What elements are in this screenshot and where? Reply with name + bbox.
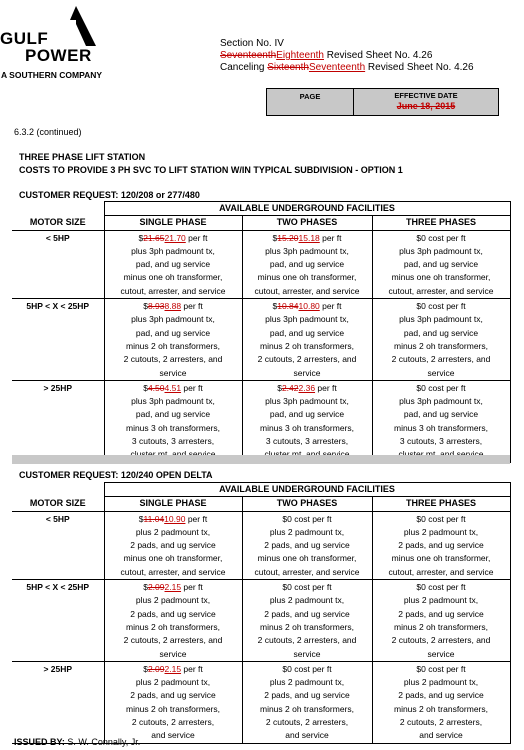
page-cell [267,89,354,115]
cost-prefix: $ [143,582,148,593]
cost-detail-line: 2 pads, and ug service [264,540,350,551]
cost-detail-line: plus 3ph padmount tx, [265,245,349,256]
single-phase-cell [104,230,242,298]
cost-detail-line: minus 2 oh transformers, [125,340,220,351]
cost-detail-line: pad, and ug service [269,327,345,338]
cost-table-2 [12,482,511,744]
cost-per-ft: $0 cost per ft [416,382,466,393]
section-number: Section No. IV [220,38,284,49]
cost-per-ft [105,581,242,594]
cost-detail-line: minus one oh transformer, [257,272,357,283]
table1-request: CUSTOMER REQUEST: 120/208 or 277/480 [19,190,200,200]
single-phase-cell [104,661,242,743]
cost-detail-line: plus 2 padmount tx, [269,677,345,688]
cost-detail-line: minus one oh transformer, [257,553,357,564]
cost-detail-line: plus 3ph padmount tx, [131,396,215,407]
cost-prefix: $ [143,301,148,312]
cost-text [105,299,242,380]
cost-detail-line: 3 cutouts, 3 arresters, [399,436,483,447]
three-phase-cell [372,511,510,579]
table-row [12,661,510,743]
cost-detail-line: plus 3ph padmount tx, [131,245,215,256]
cost-detail-line: minus 2 oh transformers, [393,703,488,714]
cost-detail-line: minus 2 oh transformers, [393,340,488,351]
cost-old: 2.09 [147,582,165,593]
cost-per-ft [105,232,242,245]
cost-suffix: per ft [181,663,203,674]
cost-detail-line: minus 2 oh transformers, [393,621,488,632]
cost-per-ft: $0 cost per ft [416,582,466,593]
two-phase-cell [242,380,372,462]
cost-new: 10.90 [164,513,186,524]
sheet-rest: Revised Sheet No. 4.26 [324,50,433,61]
table-row [12,380,510,462]
cost-detail-line: and service [151,730,195,741]
cost-text [243,231,372,298]
single-phase-cell [104,580,242,662]
cost-suffix: per ft [315,382,337,393]
cost-detail-line: cutout, arrester, and service [120,566,226,577]
cost-detail-line: plus 2 padmount tx, [403,526,479,537]
cancel-struck: Sixteenth [267,62,309,73]
cost-suffix: per ft [185,232,208,243]
cost-per-ft [105,300,242,313]
cost-text [373,662,510,743]
cost-text [243,512,372,579]
cost-prefix: $ [138,513,144,524]
motor-size-label: < 5HP [45,513,70,524]
cost-per-ft [105,663,242,676]
two-phase-cell [242,580,372,662]
title-2: COSTS TO PROVIDE 3 PH SVC TO LIFT STATION W/IN TYPICAL SUBDIVISION - OPTION 1 [19,165,403,175]
issued-by-label: ISSUED BY: [14,737,65,747]
cost-old: 2.09 [147,663,165,674]
motor-size-label: > 25HP [43,382,73,393]
cost-suffix: per ft [185,513,208,524]
cost-new: 21.70 [164,232,186,243]
cost-detail-line: plus 2 padmount tx, [135,595,211,606]
effective-date-cell [354,89,498,115]
cost-detail-line: service [427,648,455,659]
cost-detail-line: and service [419,730,463,741]
cost-text [373,231,510,298]
three-phase-cell [372,661,510,743]
cost-old: 10.84 [277,301,299,312]
cost-text [105,381,242,462]
cost-detail-line: pad, and ug service [403,327,479,338]
facilities-header: AVAILABLE UNDERGROUND FACILITIES [104,202,510,216]
cost-detail-line: service [159,367,187,378]
two-phases-header: TWO PHASES [242,497,372,511]
cost-detail-line: plus 2 padmount tx, [403,595,479,606]
facilities-header: AVAILABLE UNDERGROUND FACILITIES [104,483,510,497]
cost-suffix: per ft [181,382,203,393]
revised-sheet-line [220,50,432,61]
cost-detail-line: minus 3 oh transformers, [393,422,488,433]
cost-detail-line: service [159,648,187,659]
single-phase-header: SINGLE PHASE [104,497,242,511]
cost-detail-line: plus 3ph padmount tx, [399,396,483,407]
canceling-prefix: Canceling [220,62,268,73]
issued-by [14,737,140,747]
cost-detail-line: minus 3 oh transformers, [125,422,220,433]
cost-detail-line: and service [285,730,329,741]
cost-text [105,512,242,579]
blank-header [12,202,104,216]
table-row [12,299,510,381]
table2-request: CUSTOMER REQUEST: 120/240 OPEN DELTA [19,470,213,480]
single-phase-cell [104,511,242,579]
cost-detail-line: pad, and ug service [135,409,211,420]
cost-old: 21.65 [143,232,165,243]
cost-detail-line: minus 2 oh transformers, [259,340,354,351]
cost-detail-line: 2 cutouts, 2 arresters, and [257,354,357,365]
blank-header [12,483,104,497]
cost-detail-line: plus 3ph padmount tx, [265,314,349,325]
cost-table-1 [12,201,511,463]
cost-detail-line: pad, and ug service [403,259,479,270]
title-1: THREE PHASE LIFT STATION [19,152,146,162]
cost-detail-line: cutout, arrester, and service [388,285,494,296]
cancel-rest: Revised Sheet No. 4.26 [365,62,474,73]
cost-per-ft: $0 cost per ft [282,663,332,674]
cost-detail-line: service [293,648,321,659]
cost-detail-line: 2 cutouts, 2 arresters, [265,717,349,728]
table-row [12,580,510,662]
cost-detail-line: minus one oh transformer, [391,553,491,564]
two-phase-cell [242,230,372,298]
cost-suffix: per ft [181,582,203,593]
motor-size-cell [12,661,104,743]
cost-prefix: $ [277,382,282,393]
cost-detail-line: minus 3 oh transformers, [259,422,354,433]
table-row [12,511,510,579]
cost-new: 15.18 [298,232,320,243]
cost-text [373,299,510,380]
cost-detail-line: 2 cutouts, 2 arresters, and [257,635,357,646]
cost-detail-line: cutout, arrester, and service [254,566,360,577]
cost-detail-line: plus 2 padmount tx, [403,677,479,688]
cost-detail-line: 2 cutouts, 2 arresters, [399,717,483,728]
cost-detail-line: pad, and ug service [403,409,479,420]
cost-detail-line: 2 cutouts, 2 arresters, and [391,635,491,646]
cost-new: 2.15 [164,582,182,593]
cost-detail-line: plus 3ph padmount tx, [131,314,215,325]
cost-per-ft [105,513,242,526]
cost-detail-line: minus one oh transformer, [391,272,491,283]
cost-text [373,512,510,579]
cost-per-ft: $0 cost per ft [282,513,332,524]
cost-detail-line: minus 2 oh transformers, [125,621,220,632]
motor-size-label: 5HP < X < 25HP [26,582,90,593]
cost-detail-line: 3 cutouts, 3 arresters, [131,436,215,447]
cost-old: 4.50 [147,382,165,393]
three-phase-cell [372,380,510,462]
cost-detail-line: minus one oh transformer, [123,272,223,283]
two-phase-cell [242,661,372,743]
page-label: PAGE [299,92,321,101]
cost-text [243,299,372,380]
cost-prefix: $ [272,301,278,312]
page-effective-box [266,88,499,116]
cancel-new: Seventeenth [308,62,366,73]
single-phase-cell [104,380,242,462]
cost-detail-line: minus one oh transformer, [123,553,223,564]
cost-text [243,381,372,462]
effective-date-label: EFFECTIVE DATE [394,91,458,100]
cost-detail-line: 2 cutouts, 2 arresters, and [391,354,491,365]
cost-detail-line: 2 pads, and ug service [398,540,484,551]
motor-size-label: 5HP < X < 25HP [26,301,90,312]
cost-detail-line: cutout, arrester, and service [254,285,360,296]
cost-text [243,662,372,743]
cost-per-ft [243,382,372,395]
cost-per-ft: $0 cost per ft [416,232,466,243]
gulf-power-logo [0,4,120,82]
cost-per-ft [243,232,372,245]
logo-mark-icon [58,4,98,48]
three-phase-cell [372,299,510,381]
cost-detail-line: 2 pads, and ug service [130,608,216,619]
cost-old: 2.42 [281,382,299,393]
two-phase-cell [242,299,372,381]
cost-new: 2.15 [164,663,182,674]
cost-per-ft: $0 cost per ft [282,582,332,593]
effective-date-value: June 18, 2015 [396,101,456,111]
cost-detail-line: plus 2 padmount tx, [135,677,211,688]
motor-size-cell [12,230,104,298]
cost-new: 8.88 [164,301,182,312]
cost-text [105,662,242,743]
cost-old: 15.20 [277,232,299,243]
two-phases-header: TWO PHASES [242,216,372,230]
cost-detail-line: 2 cutouts, 2 arresters, and [123,354,223,365]
logo-line2: POWER [25,46,92,65]
cost-detail-line: 2 pads, and ug service [130,690,216,701]
logo-line3: A SOUTHERN COMPANY [1,70,103,80]
cost-detail-line: plus 3ph padmount tx, [399,314,483,325]
three-phases-header: THREE PHASES [372,497,510,511]
cost-text [105,231,242,298]
single-phase-header: SINGLE PHASE [104,216,242,230]
cost-detail-line: 2 cutouts, 2 arresters, [131,717,215,728]
cost-detail-line: 2 pads, and ug service [264,608,350,619]
sheet-new: Eighteenth [276,50,324,61]
three-phase-cell [372,580,510,662]
motor-size-header: MOTOR SIZE [12,216,104,230]
cost-old: 11.04 [143,513,165,524]
cost-detail-line: service [427,367,455,378]
cost-detail-line: pad, and ug service [269,409,345,420]
cost-text [105,580,242,661]
cost-detail-line: 2 cutouts, 2 arresters, and [123,635,223,646]
cost-old: 8.93 [147,301,165,312]
cost-prefix: $ [272,232,278,243]
cost-prefix: $ [143,382,148,393]
section-separator-band [12,455,510,464]
cost-new: 2.36 [298,382,316,393]
three-phases-header: THREE PHASES [372,216,510,230]
sheet-struck: Seventeenth [220,50,277,61]
canceling-line [220,62,474,73]
cost-detail-line: plus 2 padmount tx, [269,595,345,606]
cost-detail-line: plus 2 padmount tx, [135,526,211,537]
cost-detail-line: 2 pads, and ug service [264,690,350,701]
cost-text [373,580,510,661]
two-phase-cell [242,511,372,579]
cost-detail-line: 2 pads, and ug service [398,608,484,619]
cost-detail-line: minus 2 oh transformers, [259,703,354,714]
cost-per-ft: $0 cost per ft [416,301,466,312]
cost-detail-line: 2 pads, and ug service [130,540,216,551]
cost-new: 4.51 [164,382,182,393]
cost-per-ft: $0 cost per ft [416,513,466,524]
section-ref: 6.3.2 (continued) [14,127,82,137]
cost-detail-line: 3 cutouts, 3 arresters, [265,436,349,447]
motor-size-cell [12,511,104,579]
cost-suffix: per ft [181,301,203,312]
motor-size-header: MOTOR SIZE [12,497,104,511]
three-phase-cell [372,230,510,298]
motor-size-label: > 25HP [43,663,73,674]
cost-detail-line: pad, and ug service [135,327,211,338]
cost-detail-line: pad, and ug service [269,259,345,270]
cost-text [243,580,372,661]
cost-text [373,381,510,462]
cost-detail-line: cutout, arrester, and service [120,285,226,296]
issued-by-name: S. W. Connally, Jr. [67,737,141,747]
cost-detail-line: cutout, arrester, and service [388,566,494,577]
cost-suffix: per ft [319,301,342,312]
single-phase-cell [104,299,242,381]
motor-size-label: < 5HP [45,232,70,243]
cost-per-ft: $0 cost per ft [416,663,466,674]
cost-detail-line: minus 2 oh transformers, [259,621,354,632]
cost-per-ft [105,382,242,395]
cost-detail-line: 2 pads, and ug service [398,690,484,701]
cost-detail-line: plus 3ph padmount tx, [399,245,483,256]
cost-detail-line: service [293,367,321,378]
motor-size-cell [12,580,104,662]
cost-detail-line: plus 2 padmount tx, [269,526,345,537]
cost-per-ft [243,300,372,313]
cost-detail-line: minus 2 oh transformers, [125,703,220,714]
motor-size-cell [12,380,104,462]
cost-new: 10.80 [298,301,320,312]
cost-detail-line: plus 3ph padmount tx, [265,396,349,407]
cost-detail-line: pad, and ug service [135,259,211,270]
cost-suffix: per ft [319,232,342,243]
cost-prefix: $ [138,232,144,243]
motor-size-cell [12,299,104,381]
cost-prefix: $ [143,663,148,674]
table-row [12,230,510,298]
logo-line1: GULF [0,29,49,48]
